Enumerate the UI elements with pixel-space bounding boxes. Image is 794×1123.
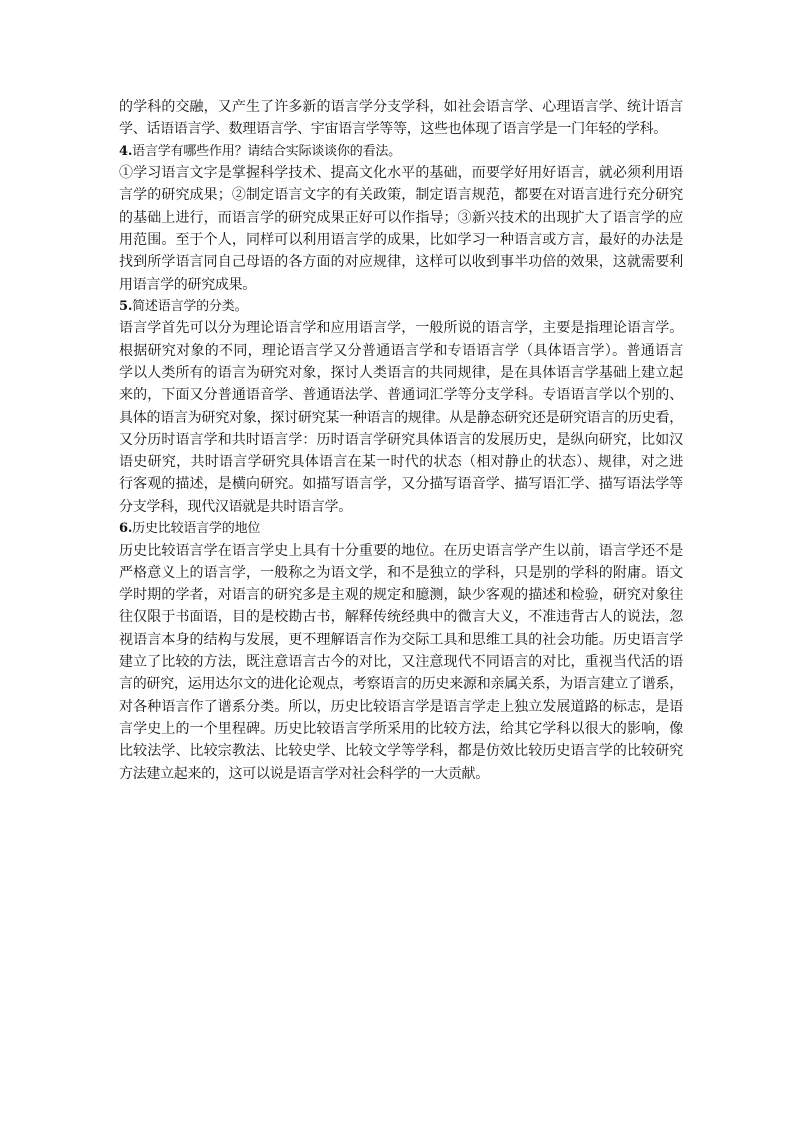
text-line: 又分历时语言学和共时语言学：历时语言学研究具体语言的发展历史，是纵向研究，比如汉 [119,431,683,448]
section-heading [119,518,683,540]
text-line: 建立了比较的方法，既注意语言古今的对比，又注意现代不同语言的对比，重视当代活的语 [119,654,683,671]
text-line: 分支学科，现代汉语就是共时语言学。 [119,498,352,515]
text-line: 学时期的学者，对语言的研究多是主观的规定和臆测，缺少客观的描述和检验，研究对象往 [119,587,683,604]
section-6 [119,518,683,785]
text-line: 学以人类所有的语言为研究对象，探讨人类语言的共同规律，是在具体语言学基础上建立起 [119,364,683,381]
section-5 [119,296,683,518]
text-line: 用范围。至于个人，同样可以利用语言学的成果，比如学习一种语言或方言，最好的办法是 [119,231,683,248]
text-line: 具体的语言为研究对象，探讨研究某一种语言的规律。从是静态研究还是研究语言的历史看， [119,409,683,426]
text-line: 的基础上进行，而语言学的研究成果正好可以作指导；③新兴技术的出现扩大了语言学的应 [119,209,683,226]
text-line: 语史研究，共时语言学研究具体语言在某一时代的状态（相对静止的状态）、规律，对之进 [119,454,683,471]
section-4 [119,141,683,296]
section-number: 5. [119,298,133,314]
text-line: 行客观的描述，是横向研究。如描写语言学，又分描写语音学、描写语汇学、描写语法学等 [119,476,683,493]
section-heading-text: 简述语言学的分类。 [132,298,248,314]
text-line: 言的研究，运用达尔文的进化论观点，考察语言的历史来源和亲属关系，为语言建立了谱系， [119,676,683,693]
text-line: 的学科的交融，又产生了许多新的语言学分支学科，如社会语言学、心理语言学、统计语言 [119,99,683,115]
document-page [119,96,683,785]
text-line: 往仅限于书面语，目的是校勘古书，解释传统经典中的微言大义，不准违背古人的说法，忽 [119,609,683,626]
text-line: 来的，下面又分普通语音学、普通语法学、普通词汇学等分支学科。专语语言学以个别的、 [119,387,683,404]
section-heading-text: 语言学有哪些作用？请结合实际谈谈你的看法。 [132,143,401,159]
text-line: 言学史上的一个里程碑。历史比较语言学所采用的比较方法，给其它学科以很大的影响，像 [119,720,683,737]
text-line: 方法建立起来的，这可以说是语言学对社会科学的一大贡献。 [119,765,489,782]
section-number: 6. [119,521,133,537]
text-line: 比较法学、比较宗教法、比较史学、比较文学等学科，都是仿效比较历史语言学的比较研究 [119,743,683,760]
text-line: 严格意义上的语言学，一般称之为语文学，和不是独立的学科，只是别的学科的附庸。语文 [119,564,683,581]
text-line: 根据研究对象的不同，理论语言学又分普通语言学和专语语言学（具体语言学）。普通语言 [119,342,683,359]
text-line: ①学习语言文字是掌握科学技术、提高文化水平的基础，而要学好用好语言，就必须利用语 [119,165,683,182]
text-line: 历史比较语言学在语言学史上具有十分重要的地位。在历史语言学产生以前，语言学还不是 [119,542,683,559]
section-number: 4. [119,143,133,159]
text-line: 对各种语言作了谱系分类。所以，历史比较语言学是语言学走上独立发展道路的标志，是语 [119,698,683,715]
text-line: 找到所学语言同自己母语的各方面的对应规律，这样可以收到事半功倍的效果，这就需要利 [119,254,683,271]
text-line: 用语言学的研究成果。 [119,276,256,293]
section-heading-text: 历史比较语言学的地位 [132,521,261,537]
text-line: 言学的研究成果；②制定语言文字的有关政策，制定语言规范，都要在对语言进行充分研究 [119,187,683,204]
text-line: 语言学首先可以分为理论语言学和应用语言学，一般所说的语言学，主要是指理论语言学。 [119,320,683,337]
text-line: 学、话语语言学、数理语言学、宇宙语言学等等，这些也体现了语言学是一门年轻的学科。 [119,121,667,138]
section-heading [119,141,683,163]
intro-paragraph [119,96,683,141]
text-line: 视语言本身的结构与发展，更不理解语言作为交际工具和思维工具的社会功能。历史语言学 [119,631,683,648]
section-heading [119,296,683,318]
